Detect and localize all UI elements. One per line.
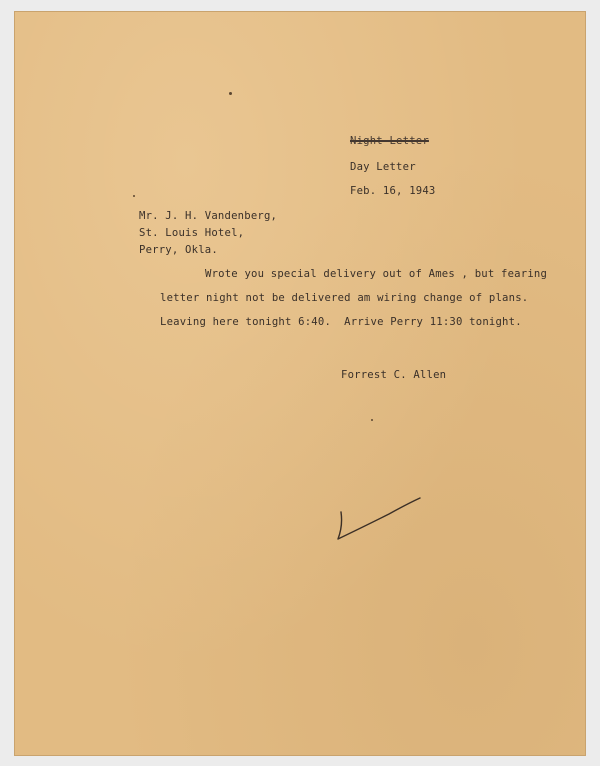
recipient-hotel: St. Louis Hotel, [139,227,245,239]
ink-speck [133,195,135,197]
body-line-3: Leaving here tonight 6:40. Arrive Perry 11:30 tonight. [160,316,522,328]
handwritten-check-mark [335,486,445,556]
struck-label-night-letter: Night Letter [350,135,429,147]
letter-date: Feb. 16, 1943 [350,185,436,197]
letter-page [15,12,585,755]
signature-name: Forrest C. Allen [341,369,447,381]
body-line-1: Wrote you special delivery out of Ames , but fearing [205,268,548,280]
ink-speck [371,419,373,421]
recipient-name: Mr. J. H. Vandenberg, [139,210,278,222]
letter-type-label: Day Letter [350,161,416,173]
body-line-2: letter night not be delivered am wiring change of plans. [160,292,529,304]
recipient-city: Perry, Okla. [139,244,218,256]
ink-speck [229,92,232,95]
